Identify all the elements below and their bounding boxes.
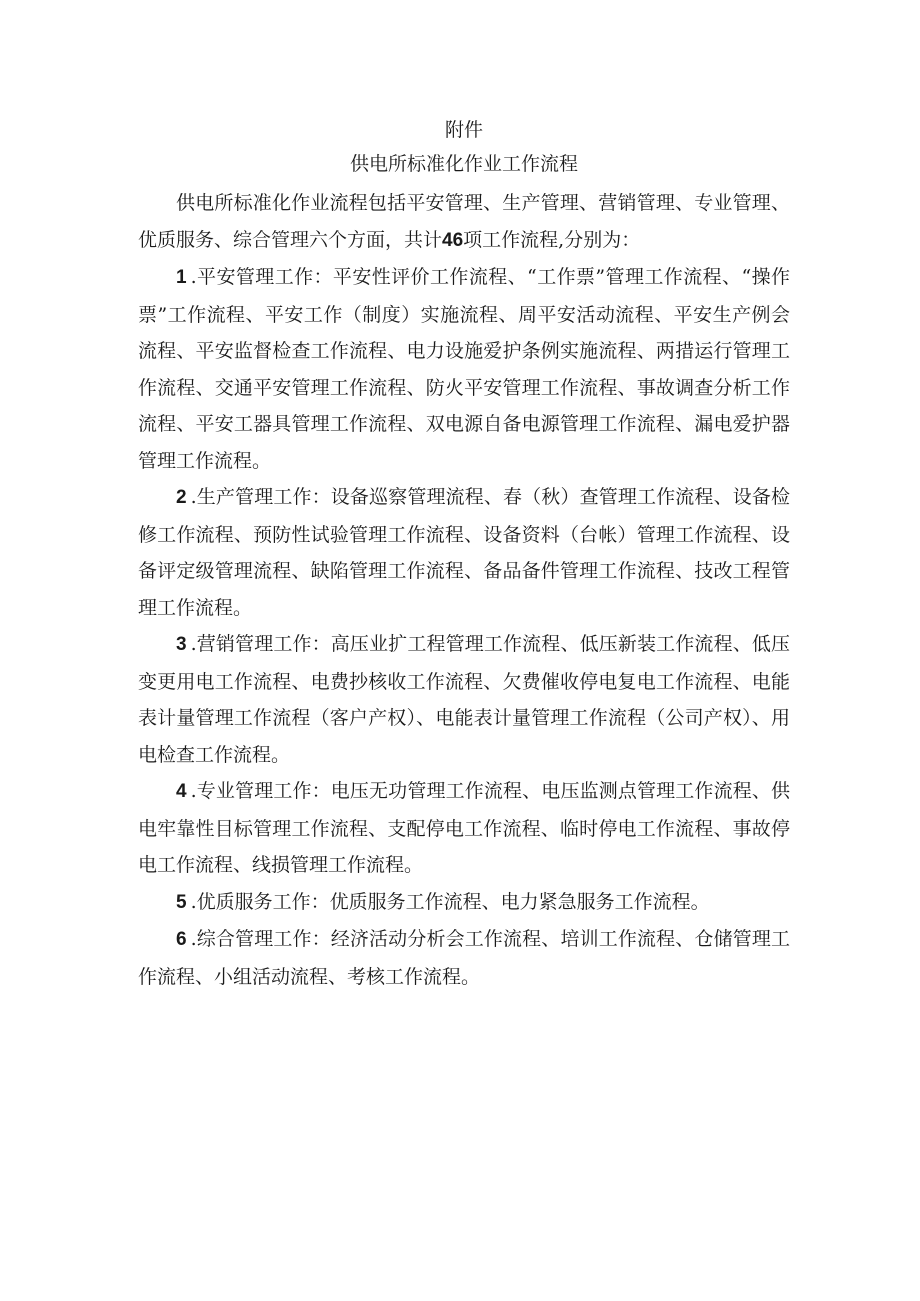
item-number: 1 bbox=[176, 267, 187, 288]
intro-text: 供电所标准化作业流程包括平安管理、生产管理、营销管理、专业管理、优质服务、综合管理六个方面，共计 bbox=[138, 192, 790, 251]
item-separator: . bbox=[190, 266, 197, 288]
list-item bbox=[138, 773, 790, 884]
item-text: 专业管理工作：电压无功管理工作流程、电压监测点管理工作流程、供电牢靠性目标管理工作流程、支配停电工作流程、临时停电工作流程、事故停电工作流程、线损管理工作流程。 bbox=[138, 780, 790, 876]
item-number: 5 bbox=[176, 891, 187, 913]
document-page bbox=[138, 117, 790, 995]
item-text: 营销管理工作：高压业扩工程管理工作流程、低压新装工作流程、低压变更用电工作流程、电费抄核收工作流程、欠费催收停电复电工作流程、电能表计量管理工作流程（客户产权）、电能表计量管理工作流程（公司产权）、用电检查工作流程。 bbox=[138, 633, 790, 766]
list-item bbox=[138, 479, 790, 626]
document-title: 供电所标准化作业工作流程 bbox=[349, 153, 578, 175]
list-item bbox=[138, 921, 790, 995]
item-text: 生产管理工作：设备巡察管理流程、春（秋）查管理工作流程、设备检修工作流程、预防性试验管理工作流程、设备资料（台帐）管理工作流程、设备评定级管理流程、缺陷管理工作流程、备品备件管理工作流程、技改工程管理工作流程。 bbox=[138, 486, 790, 619]
item-number: 6 bbox=[176, 929, 187, 950]
intro-paragraph bbox=[138, 185, 790, 259]
item-separator: . bbox=[190, 486, 197, 508]
item-separator: . bbox=[190, 780, 197, 802]
item-number: 4 bbox=[176, 781, 187, 802]
item-text: 平安管理工作：平安性评价工作流程、“工作票”管理工作流程、“操作票”工作流程、平安工作（制度）实施流程、周平安活动流程、平安生产例会流程、平安监督检查工作流程、电力设施爱护条例实施流程、两措运行管理工作流程、交通平安管理工作流程、防火平安管理工作流程、事故调查分析工作流程、平安工器具管理工作流程、双电源自备电源管理工作流程、漏电爱护器管理工作流程。 bbox=[138, 266, 790, 472]
list-item bbox=[138, 259, 790, 479]
item-text: 优质服务工作：优质服务工作流程、电力紧急服务工作流程。 bbox=[196, 890, 710, 913]
list-item bbox=[138, 626, 790, 773]
item-number: 3 bbox=[176, 634, 187, 655]
item-text: 综合管理工作：经济活动分析会工作流程、培训工作流程、仓储管理工作流程、小组活动流程、考核工作流程。 bbox=[138, 928, 790, 988]
attachment-label: 附件 bbox=[444, 119, 483, 141]
workflow-count: 46 bbox=[442, 229, 464, 251]
item-number: 2 bbox=[176, 487, 187, 508]
list-item bbox=[138, 884, 790, 922]
item-separator: . bbox=[190, 890, 197, 913]
item-separator: . bbox=[190, 928, 197, 950]
intro-text-end: 项工作流程,分别为： bbox=[463, 228, 641, 251]
item-separator: . bbox=[190, 633, 197, 655]
